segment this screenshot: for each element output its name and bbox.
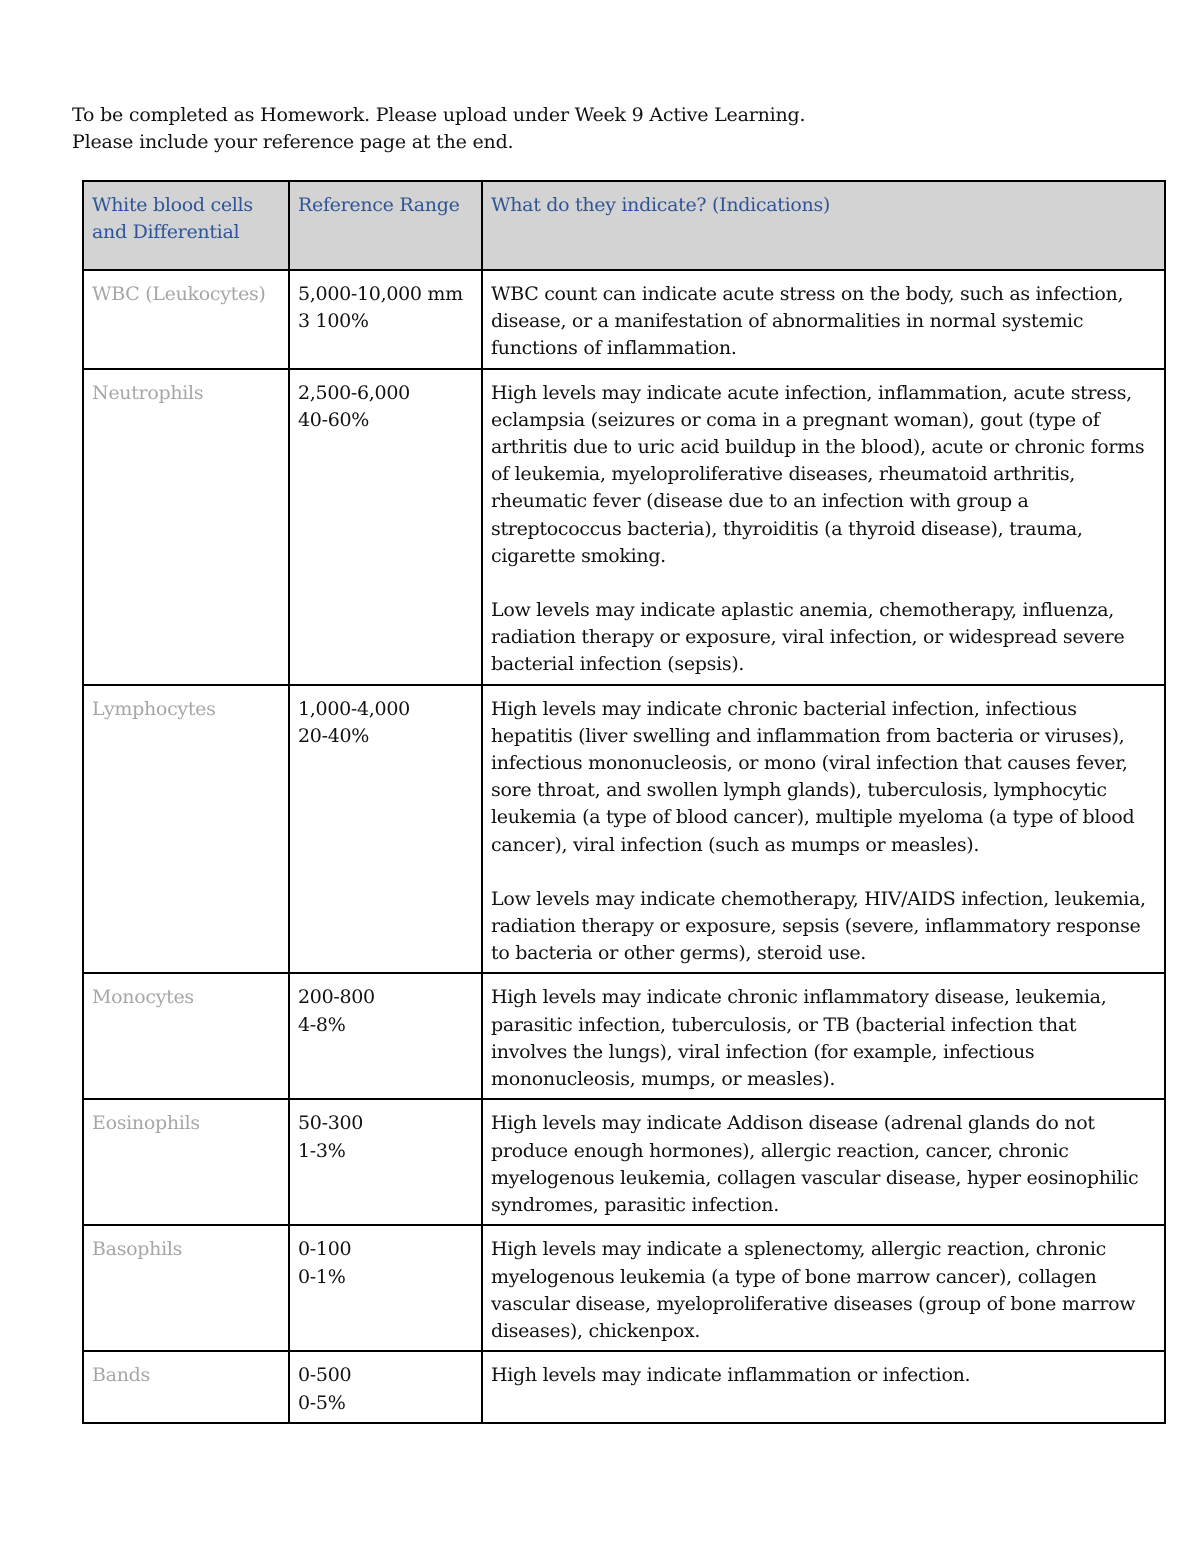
indication-high-text: High levels may indicate Addison disease (adrenal glands do not produce enough hormones), allergic reaction, cancer, chronic myelogenous leukemia, collagen vascular disease, hyper eosinophilic syndromes, parasitic infection. bbox=[491, 1112, 1139, 1217]
table-row-basophils bbox=[83, 1225, 1165, 1351]
cell-range: 50-300 1-3% bbox=[289, 1099, 482, 1225]
cell-name: Basophils bbox=[83, 1225, 289, 1351]
cell-name: Bands bbox=[83, 1351, 289, 1422]
cell-range: 5,000-10,000 mm 3 100% bbox=[289, 270, 482, 369]
cell-indication bbox=[482, 973, 1165, 1099]
indication-high-text: High levels may indicate inflammation or infection. bbox=[491, 1364, 971, 1387]
cell-range: 2,500-6,000 40-60% bbox=[289, 369, 482, 685]
cell-name: Monocytes bbox=[83, 973, 289, 1099]
cell-name: Lymphocytes bbox=[83, 685, 289, 974]
table-row-monocytes bbox=[83, 973, 1165, 1099]
instruction-line-reference: Please include your reference page at the end. bbox=[72, 131, 514, 153]
cell-name: Eosinophils bbox=[83, 1099, 289, 1225]
cell-range: 1,000-4,000 20-40% bbox=[289, 685, 482, 974]
cell-name: WBC (Leukocytes) bbox=[83, 270, 289, 369]
indication-high-text: High levels may indicate a splenectomy, allergic reaction, chronic myelogenous leukemia (a type of bone marrow cancer), collagen vascular disease, myeloproliferative diseases (group of bone marrow diseases), chickenpox. bbox=[491, 1238, 1136, 1343]
cell-range: 200-800 4-8% bbox=[289, 973, 482, 1099]
table-row-eosinophils bbox=[83, 1099, 1165, 1225]
cell-indication bbox=[482, 685, 1165, 974]
indication-low-text: Low levels may indicate aplastic anemia, chemotherapy, influenza, radiation therapy or exposure, viral infection, or widespread severe bacterial infection (sepsis). bbox=[491, 599, 1125, 676]
indication-high-text: High levels may indicate chronic inflammatory disease, leukemia, parasitic infection, tuberculosis, or TB (bacterial infection that involves the lungs), viral infection (for example, infectious mononucleosis, mumps, or measles). bbox=[491, 986, 1107, 1091]
instruction-line-homework: To be completed as Homework. Please upload under Week 9 Active Learning. bbox=[72, 104, 806, 126]
cell-indication bbox=[482, 1225, 1165, 1351]
cell-indication bbox=[482, 270, 1165, 369]
indication-high-text: High levels may indicate chronic bacterial infection, infectious hepatitis (liver swelling and inflammation from bacteria or viruses), infectious mononucleosis, or mono (viral infection that causes fever, sore throat, and swollen lymph glands), tuberculosis, lymphocytic leukemia (a type of blood cancer), multiple myeloma (a type of blood cancer), viral infection (such as mumps or measles). bbox=[491, 697, 1135, 856]
table-row-neutrophils bbox=[83, 369, 1165, 685]
table-row-lymphocytes bbox=[83, 685, 1165, 974]
instructions bbox=[72, 102, 805, 156]
indication-low-text: Low levels may indicate chemotherapy, HIV/AIDS infection, leukemia, radiation therapy or exposure, sepsis (severe, inflammatory response to bacteria or other germs), steroid use. bbox=[491, 887, 1146, 965]
header-cell-name: White blood cells and Differential bbox=[83, 181, 289, 270]
indication-high-text: High levels may indicate acute infection, inflammation, acute stress, eclampsia (seizures or coma in a pregnant woman), gout (type of arthritis due to uric acid buildup in the blood), acute or chronic forms of leukemia, myeloproliferative diseases, rheumatoid arthritis, rheumatic fever (disease due to an infection with group a streptococcus bacteria), thyroiditis (a thyroid disease), trauma, cigarette smoking. bbox=[491, 381, 1145, 567]
cell-name: Neutrophils bbox=[83, 369, 289, 685]
cell-range: 0-100 0-1% bbox=[289, 1225, 482, 1351]
cell-indication bbox=[482, 369, 1165, 685]
wbc-differential-table bbox=[82, 180, 1166, 1424]
table-row-wbc bbox=[83, 270, 1165, 369]
cell-indication bbox=[482, 1351, 1165, 1422]
table-row-bands bbox=[83, 1351, 1165, 1422]
indication-text: WBC count can indicate acute stress on the body, such as infection, disease, or a manifestation of abnormalities in normal systemic functions of inflammation. bbox=[491, 283, 1124, 360]
cell-range: 0-500 0-5% bbox=[289, 1351, 482, 1422]
table-header-row bbox=[83, 181, 1165, 270]
cell-indication bbox=[482, 1099, 1165, 1225]
header-cell-indication: What do they indicate? (Indications) bbox=[482, 181, 1165, 270]
header-cell-range: Reference Range bbox=[289, 181, 482, 270]
